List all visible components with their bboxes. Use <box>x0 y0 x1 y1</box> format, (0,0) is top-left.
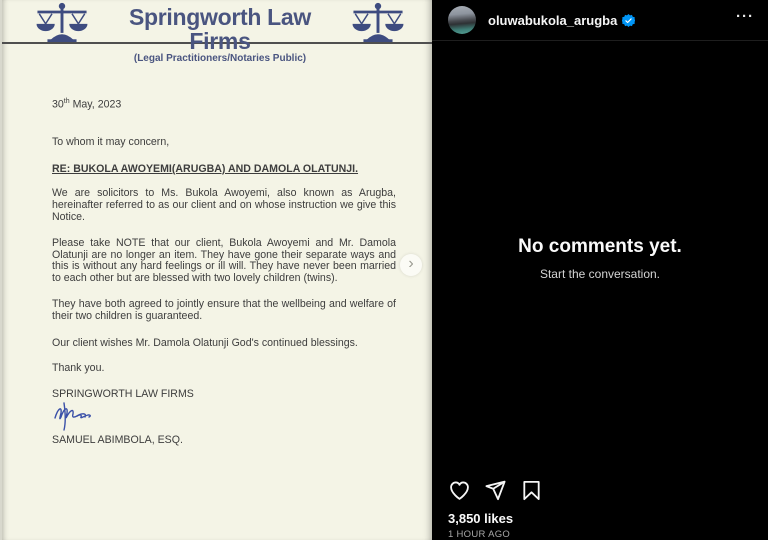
avatar[interactable] <box>448 6 476 34</box>
scales-icon <box>342 2 414 42</box>
verified-badge-icon <box>622 14 635 27</box>
letter-paragraph: They have both agreed to jointly ensure that the wellbeing and welfare of their two children is guaranteed. <box>52 298 396 323</box>
letter-salutation: To whom it may concern, <box>52 136 170 149</box>
letter-paragraph: We are solicitors to Ms. Bukola Awoyemi, also known as Arugba, hereinafter referred to as our client and on whose instruction we give this Notice. <box>52 187 396 223</box>
letter-paragraph: Our client wishes Mr. Damola Olatunji God's continued blessings. <box>52 336 358 349</box>
letter-date: 30th May, 2023 <box>52 98 122 111</box>
likes-count[interactable]: 3,850 likes <box>448 511 514 526</box>
letter-signatory: SAMUEL ABIMBOLA, ESQ. <box>52 434 183 447</box>
comments-empty-state <box>432 41 768 476</box>
letter-subject: RE: BUKOLA AWOYEMI(ARUGBA) AND DAMOLA OLATUNJI. <box>52 162 359 175</box>
chevron-right-icon: › <box>408 255 414 272</box>
save-button-bookmark-icon[interactable] <box>520 479 543 502</box>
no-comments-subtitle: Start the conversation. <box>539 267 661 281</box>
share-button-paper-plane-icon[interactable] <box>484 479 507 502</box>
like-button-heart-icon[interactable] <box>448 479 471 502</box>
username-link[interactable]: oluwabukola_arugba <box>488 12 618 28</box>
signature-scribble <box>52 401 116 431</box>
post-actions <box>432 476 768 540</box>
firm-name: Springworth Law Firms <box>128 4 312 54</box>
letter-paragraph: Please take NOTE that our client, Bukola Awoyemi and Mr. Damola Olatunji are no longer an item. They have gone their separate ways and this is without any hard feelings or ill will. They have never been married to each other but are blessed with two lovely children (twins). <box>52 237 396 284</box>
no-comments-title: No comments yet. <box>518 236 682 257</box>
next-image-button[interactable] <box>400 254 422 276</box>
more-options-button[interactable] <box>736 8 754 28</box>
ellipsis-icon: ··· <box>736 8 754 25</box>
firm-subtitle: (Legal Practitioners/Notaries Public) <box>133 53 307 64</box>
letter-signoff: SPRINGWORTH LAW FIRMS <box>52 387 194 400</box>
scales-icon <box>26 2 98 42</box>
post-detail-panel <box>432 0 768 540</box>
letter-thanks: Thank you. <box>52 362 105 375</box>
letterhead <box>2 0 432 64</box>
letter-body <box>52 44 396 447</box>
post-timestamp: 1 HOUR AGO <box>448 529 511 540</box>
post-header <box>432 0 768 41</box>
